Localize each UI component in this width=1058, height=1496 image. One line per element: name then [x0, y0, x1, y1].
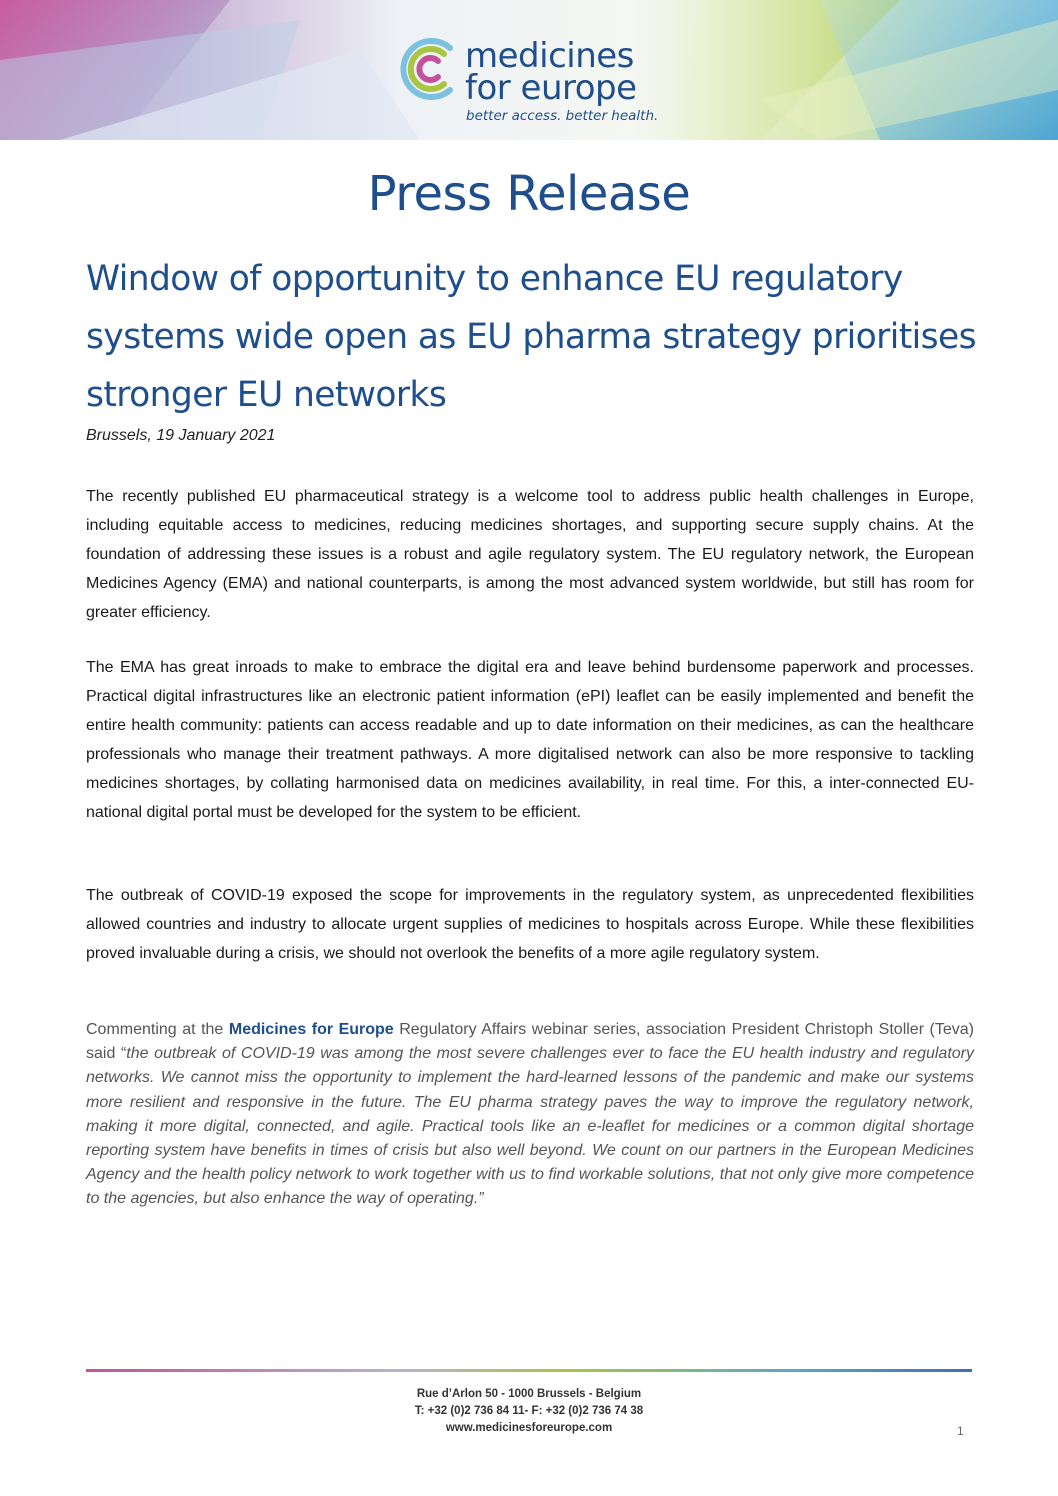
headline: Window of opportunity to enhance EU regulatory systems wide open as EU pharma strategy prioritises stronger EU networks: [86, 259, 977, 415]
dateline: Brussels, 19 January 2021: [86, 427, 276, 444]
logo-text-line1: medicines: [465, 36, 634, 76]
footer-phone: T: +32 (0)2 736 84 11- F: +32 (0)2 736 74 38: [414, 1405, 644, 1417]
footer-divider: [86, 1369, 972, 1372]
logo-text-line2: for europe: [465, 68, 637, 108]
quote-attribution: Regulatory Affairs webinar series, association President Christoph Stoller (Teva) said “: [86, 1021, 974, 1063]
medicines-for-europe-logo-icon: [400, 36, 458, 102]
page-number: 1: [957, 1424, 964, 1438]
header-banner: [0, 0, 1058, 140]
page-title: Press Release: [367, 166, 691, 222]
brand-logo: [400, 36, 660, 131]
organization-name: Medicines for Europe: [228, 1021, 394, 1038]
quote-lead-text: Commenting at the: [86, 1021, 229, 1038]
footer-website-link[interactable]: www.medicinesforeurope.com: [445, 1422, 613, 1434]
quote-text: the outbreak of COVID-19 was among the most severe challenges ever to face the EU health industry and regulatory networks. We cannot miss the opportunity to implement the hard-learned lessons of the pandemic and make our systems more resilient and responsive in the future. The EU pharma strategy paves the way to improve the regulatory network, making it more digital, connected, and agile. Practical tools like an e-leaflet for medicines or a common digital shortage reporting system have benefits in times of crisis but also well beyond. We count on our partners in the European Medicines Agency and the health policy network to work together with us to find workable solutions, that not only give more competence to the agencies, but also enhance the way of operating.”: [86, 1045, 975, 1208]
body-paragraph-4: [86, 1018, 974, 1212]
body-paragraph-1: The recently published EU pharmaceutical strategy is a welcome tool to address public health challenges in Europe, including equitable access to medicines, reducing medicines shortages, and supporting secure supply chains. At the foundation of addressing these issues is a robust and agile regulatory system. The EU regulatory network, the European Medicines Agency (EMA) and national counterparts, is among the most advanced system worldwide, but still has room for greater efficiency.: [86, 488, 974, 621]
body-paragraph-3: The outbreak of COVID-19 exposed the scope for improvements in the regulatory system, as unprecedented flexibilities allowed countries and industry to allocate urgent supplies of medicines to hospitals across Europe. While these flexibilities proved invaluable during a crisis, we should not overlook the benefits of a more agile regulatory system.: [86, 887, 974, 962]
body-paragraph-2: The EMA has great inroads to make to embrace the digital era and leave behind burdensome paperwork and processes. Practical digital infrastructures like an electronic patient information (ePI) leaflet can be easily implemented and benefit the entire health community: patients can access readable and up to date information on their medicines, as can the healthcare professionals who manage their treatment pathways. A more digitalised network can also be more responsive to tackling medicines shortages, by collating harmonised data on medicines availability, in real time. For this, a inter-connected EU-national digital portal must be developed for the system to be efficient.: [86, 659, 974, 821]
footer-address: Rue d’Arlon 50 - 1000 Brussels - Belgium: [416, 1388, 642, 1400]
logo-tagline: better access. better health.: [466, 108, 659, 124]
footer-contact: [0, 1386, 1058, 1437]
